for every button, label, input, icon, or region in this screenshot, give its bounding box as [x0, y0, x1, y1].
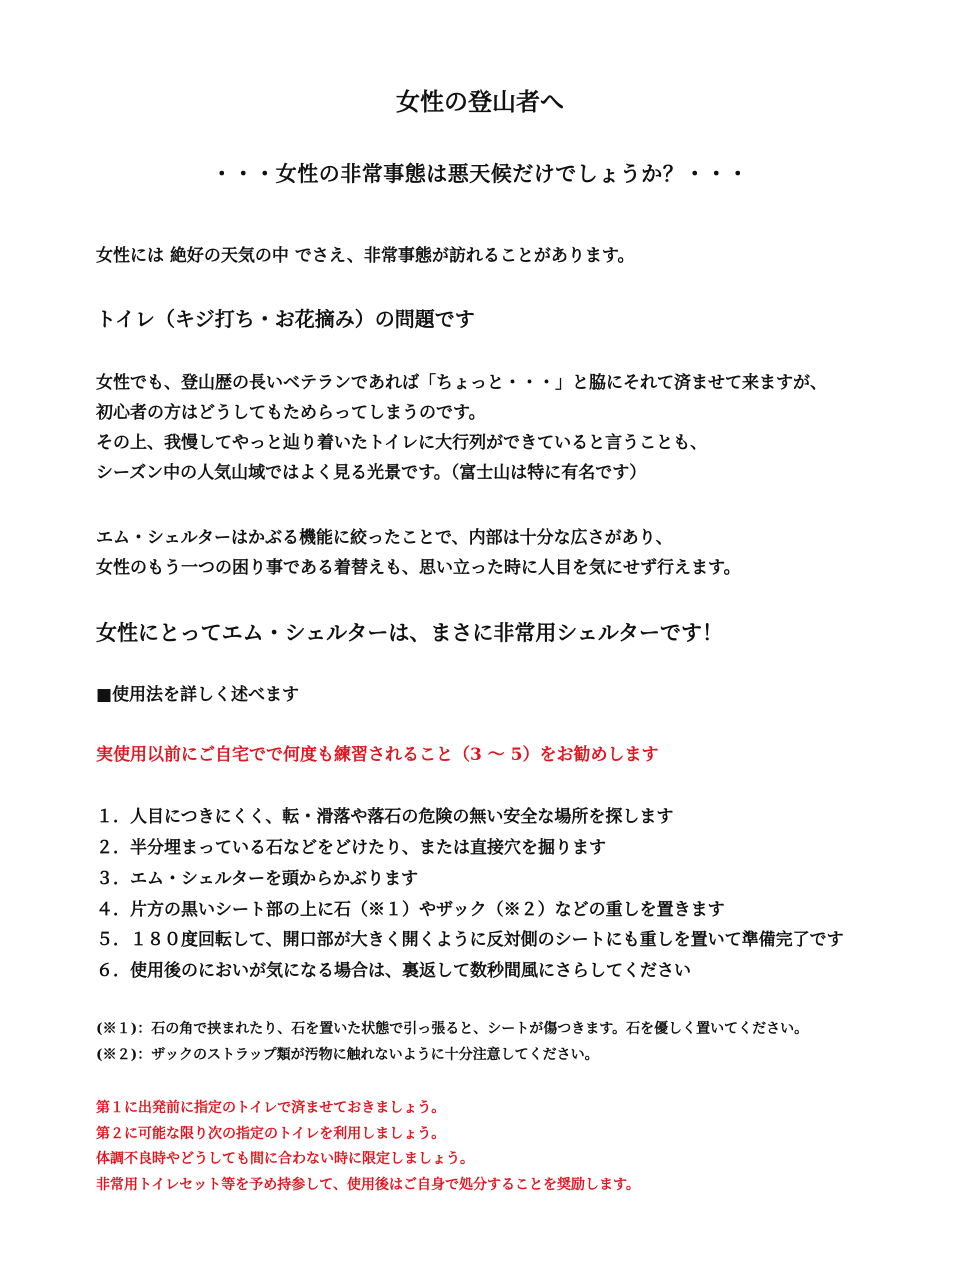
- step-item: １．人目につきにくく、転・滑落や落石の危険の無い安全な場所を探します: [96, 807, 674, 827]
- red-note-item: 第１に出発前に指定のトイレで済ませておきましょう。: [96, 1100, 446, 1116]
- intro-text: 女性には 絶好の天気の中 でさえ、非常事態が訪れることがあります。: [96, 246, 635, 266]
- usage-heading: ■使用法を詳しく述べます: [96, 685, 300, 705]
- practice-note: 実使用以前にご自宅でで何度も練習されること（3 ～ 5）をお勧めします: [96, 745, 659, 765]
- step-item: ５．１８０度回転して、開口部が大きく開くように反対側のシートにも重しを置いて準備完了です: [96, 930, 844, 950]
- step-item: ３．エム・シェルターを頭からかぶります: [96, 869, 418, 889]
- step-item: ２．半分埋まっている石などをどけたり、または直接穴を掘ります: [96, 838, 606, 858]
- page-subtitle: ・・・女性の非常事態は悪天候だけでしょうか？・・・: [211, 161, 749, 186]
- paragraph1-line: 女性でも、登山歴の長いベテランであれば「ちょっと・・・」と脇にそれて済ませて来ますが、: [96, 373, 827, 393]
- step-item: ４．片方の黒いシート部の上に石（※１）やザック（※２）などの重しを置きます: [96, 900, 725, 920]
- step-item: ６．使用後のにおいが気になる場合は、裏返して数秒間風にさらしてください: [96, 961, 691, 981]
- footnote-item: (※１)：石の角で挟まれたり、石を置いた状態で引っ張ると、シートが傷つきます。石を優しく置いてください。: [96, 1021, 809, 1037]
- paragraph1-line: 初心者の方はどうしてもためらってしまうのです。: [96, 403, 486, 423]
- paragraph1-line: シーズン中の人気山域ではよく見る光景です。（富士山は特に有名です）: [96, 463, 647, 483]
- footnote-item: (※２)：ザックのストラップ類が汚物に触れないように十分注意してください。: [96, 1047, 599, 1063]
- red-note-item: 体調不良時やどうしても間に合わない時に限定しましょう。: [96, 1151, 474, 1167]
- topic-heading: トイレ（キジ打ち・お花摘み）の問題です: [96, 307, 475, 331]
- paragraph2-line: エム・シェルターはかぶる機能に絞ったことで、内部は十分な広さがあり、: [96, 528, 673, 548]
- paragraph2-line: 女性のもう一つの困り事である着替えも、思い立った時に人目を気にせず行えます。: [96, 558, 741, 578]
- paragraph1-line: その上、我慢してやっと辿り着いたトイレに大行列ができていると言うことも、: [96, 433, 708, 453]
- page-title: 女性の登山者へ: [396, 87, 564, 116]
- red-note-item: 非常用トイレセット等を予め持参して、使用後はご自身で処分することを奨励します。: [96, 1177, 640, 1193]
- emphasis-heading: 女性にとってエム・シェルターは、まさに非常用シェルターです！: [96, 620, 724, 645]
- red-note-item: 第２に可能な限り次の指定のトイレを利用しましょう。: [96, 1126, 446, 1142]
